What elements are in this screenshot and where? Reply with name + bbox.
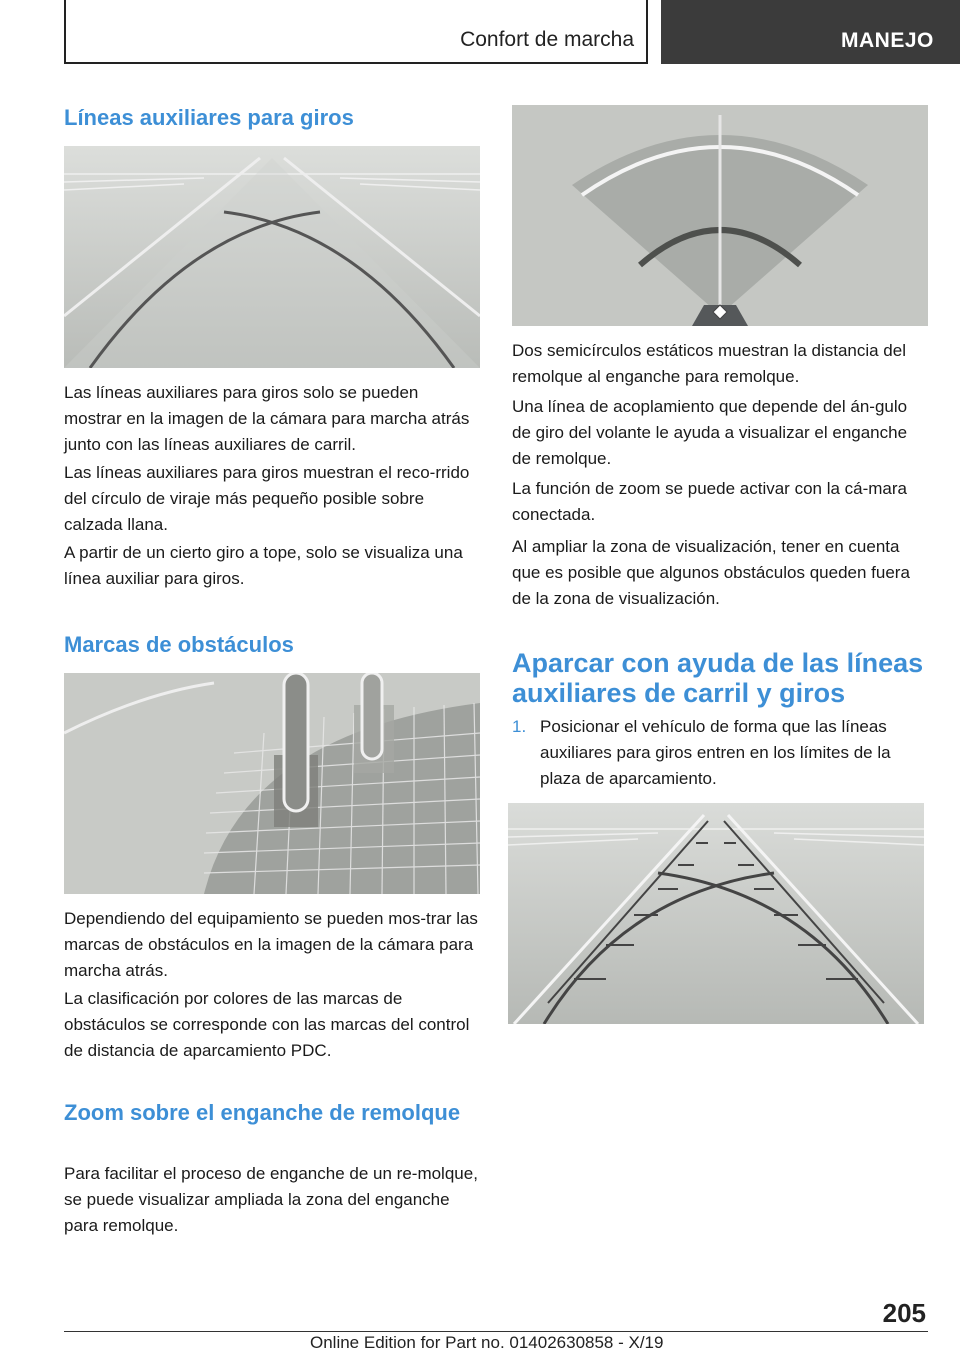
paragraph-hitch-4: Al ampliar la zona de visualización, tener en cuenta que es posible que algunos obstáculos queden fuera de la zona de visualización.	[512, 537, 910, 608]
page-number: 205	[882, 1298, 926, 1328]
paragraph-turn-2: Las líneas auxiliares para giros muestran el reco‐rrido del círculo de viraje más pequeño posible sobre calzada llana.	[64, 463, 470, 534]
header-section-box	[64, 0, 648, 64]
header-chapter-title: MANEJO	[841, 29, 934, 52]
paragraph-zoom-1: Para facilitar el proceso de enganche de un re‐molque, se puede visualizar ampliada la zona del enganche para remolque.	[64, 1164, 478, 1235]
heading-zoom-hitch: Zoom sobre el enganche de remolque	[64, 1100, 461, 1125]
footer-edition: Online Edition for Part no. 01402630858 - X/19	[310, 1333, 664, 1352]
header-section-title: Confort de marcha	[460, 28, 634, 51]
paragraph-hitch-2: Una línea de acoplamiento que depende del án‐gulo de giro del volante le ayuda a visualizar el enganche de remolque.	[512, 397, 908, 468]
figure-hitch-zoom	[512, 105, 928, 326]
paragraph-obstacle-1: Dependiendo del equipamiento se pueden mos‐trar las marcas de obstáculos en la imagen de la cámara para marcha atrás.	[64, 909, 478, 980]
paragraph-turn-3: A partir de un cierto giro a tope, solo se visualiza una línea auxiliar para giros.	[64, 543, 463, 588]
figure-park-lines	[508, 803, 924, 1024]
heading-turn-lines: Líneas auxiliares para giros	[64, 105, 354, 130]
figure-turn-lines	[64, 146, 480, 368]
paragraph-hitch-1: Dos semicírculos estáticos muestran la distancia del remolque al enganche para remolque.	[512, 341, 906, 386]
paragraph-obstacle-2: La clasificación por colores de las marcas de obstáculos se corresponde con las marcas del control de distancia de aparcamiento PDC.	[64, 989, 470, 1060]
paragraph-turn-1: Las líneas auxiliares para giros solo se pueden mostrar en la imagen de la cámara para marcha atrás junto con las líneas auxiliares de carril.	[64, 383, 470, 454]
figure-obstacle-marks	[64, 673, 480, 894]
list-item-text: Posicionar el vehículo de forma que las líneas auxiliares para giros entren en los límites de la plaza de aparcamiento.	[540, 717, 891, 788]
heading-park-assist: Aparcar con ayuda de las líneas auxiliares de carril y giros	[512, 648, 924, 708]
heading-obstacle-marks: Marcas de obstáculos	[64, 632, 294, 657]
header-chapter-box	[661, 0, 960, 64]
list-item-number: 1.	[512, 717, 527, 736]
footer-rule	[64, 1331, 928, 1332]
paragraph-hitch-3: La función de zoom se puede activar con la cá‐mara conectada.	[512, 479, 908, 524]
